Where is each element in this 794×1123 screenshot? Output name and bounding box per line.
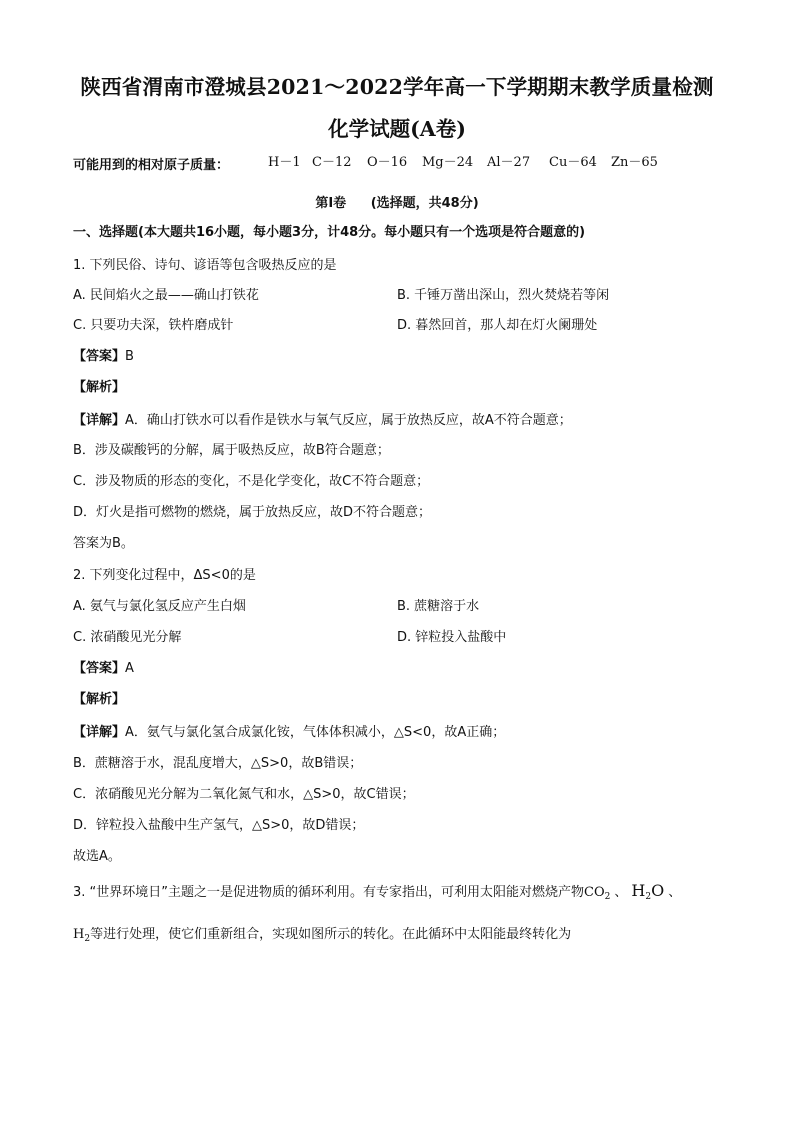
section-heading <box>0 192 794 211</box>
atomic-mass-c: C－12 <box>312 155 352 170</box>
q2-option-d: D. 锌粒投入盐酸中 <box>397 630 507 645</box>
q3-stem-line2 <box>73 926 571 944</box>
q1-option-b: B. 千锤万凿出深山，烈火焚烧若等闲 <box>397 288 610 303</box>
q2-option-a: A. 氨气与氯化氢反应产生白烟 <box>73 599 246 614</box>
q1-option-c: C. 只要功夫深，铁杵磨成针 <box>73 318 234 333</box>
q1-option-d: D. 暮然回首，那人却在灯火阑珊处 <box>397 318 598 333</box>
atomic-mass-al: Al－27 <box>487 155 531 170</box>
q2-detail-d: D．锌粒投入盐酸中生产氢气，△S>0，故D错误； <box>73 818 365 833</box>
q2-stem: 2. 下列变化过程中，ΔS<0的是 <box>73 568 256 583</box>
section-volume-note: (选择题，共48分) <box>370 196 479 211</box>
q3-h2o-o: O <box>651 881 665 900</box>
section-volume: 第Ⅰ卷 <box>315 196 347 211</box>
q2-answer-value: A <box>125 661 134 676</box>
q3-formula-co2 <box>584 885 610 900</box>
q3-co2-base: CO <box>584 885 605 900</box>
q3-co2-sub: 2 <box>604 892 611 902</box>
exam-subtitle: 化学试题(A卷) <box>328 117 466 141</box>
q3-stem-line1 <box>73 882 681 902</box>
atomic-mass-h: H－1 <box>268 155 301 170</box>
q3-h2-sub: 2 <box>84 934 91 944</box>
q3-h2o-h: H <box>631 881 646 900</box>
q1-option-a: A. 民间焰火之最——确山打铁花 <box>73 288 259 303</box>
q3-formula-h2o <box>631 881 664 900</box>
q3-sep1: 、 <box>614 885 628 900</box>
q2-answer <box>73 660 134 678</box>
atomic-mass-cu: Cu－64 <box>549 155 597 170</box>
q3-h2-base: H <box>73 927 85 942</box>
q1-answer-label: 【答案】 <box>73 349 126 364</box>
q3-stem-part1: 3. “世界环境日”主题之一是促进物质的循环利用。有专家指出，可利用太阳能对燃烧产物 <box>73 885 585 900</box>
q3-formula-h2 <box>73 927 90 942</box>
q1-detail-a-text: A．确山打铁水可以看作是铁水与氧气反应，属于放热反应，故A不符合题意； <box>125 413 572 428</box>
q2-detail-c: C．浓硝酸见光分解为二氧化氮气和水，△S>0，故C错误； <box>73 787 415 802</box>
atomic-mass-label: 可能用到的相对原子质量： <box>73 158 230 173</box>
q1-detail-a <box>73 412 572 430</box>
q1-detail-b: B．涉及碳酸钙的分解，属于吸热反应，故B符合题意； <box>73 443 390 458</box>
q3-stem-part2: 等进行处理，使它们重新组合，实现如图所示的转化。在此循环中太阳能最终转化为 <box>90 927 572 942</box>
q2-conclusion: 故选A。 <box>73 849 121 864</box>
q2-answer-label: 【答案】 <box>73 661 126 676</box>
q2-option-b: B. 蔗糖溶于水 <box>397 599 480 614</box>
q2-detail-b: B．蔗糖溶于水，混乱度增大，△S>0，故B错误； <box>73 756 363 771</box>
q1-detail-label: 【详解】 <box>73 413 126 428</box>
q1-detail-d: D．灯火是指可燃物的燃烧，属于放热反应，故D不符合题意； <box>73 505 432 520</box>
q2-detail-label: 【详解】 <box>73 725 126 740</box>
atomic-mass-o: O－16 <box>367 155 408 170</box>
q2-analysis-label: 【解析】 <box>73 692 126 707</box>
q3-h2o-sub: 2 <box>645 892 652 902</box>
q1-detail-c: C．涉及物质的形态的变化，不是化学变化，故C不符合题意； <box>73 474 430 489</box>
q1-stem: 1. 下列民俗、诗句、谚语等包含吸热反应的是 <box>73 258 337 273</box>
atomic-mass-zn: Zn－65 <box>611 155 658 170</box>
q2-detail-a <box>73 724 505 742</box>
q1-answer <box>73 348 134 366</box>
q1-conclusion: 答案为B。 <box>73 536 134 551</box>
q3-sep2: 、 <box>668 885 682 900</box>
part-heading: 一、选择题(本大题共16小题，每小题3分，计48分。每小题只有一个选项是符合题意的) <box>73 225 586 240</box>
atomic-mass-mg: Mg－24 <box>422 155 474 170</box>
exam-title: 陕西省渭南市澄城县2021～2022学年高一下学期期末教学质量检测 <box>80 75 714 99</box>
q1-answer-value: B <box>125 349 134 364</box>
q2-detail-a-text: A．氨气与氯化氢合成氯化铵，气体体积减小，△S<0，故A正确； <box>125 725 506 740</box>
q2-option-c: C. 浓硝酸见光分解 <box>73 630 182 645</box>
q1-analysis-label: 【解析】 <box>73 380 126 395</box>
